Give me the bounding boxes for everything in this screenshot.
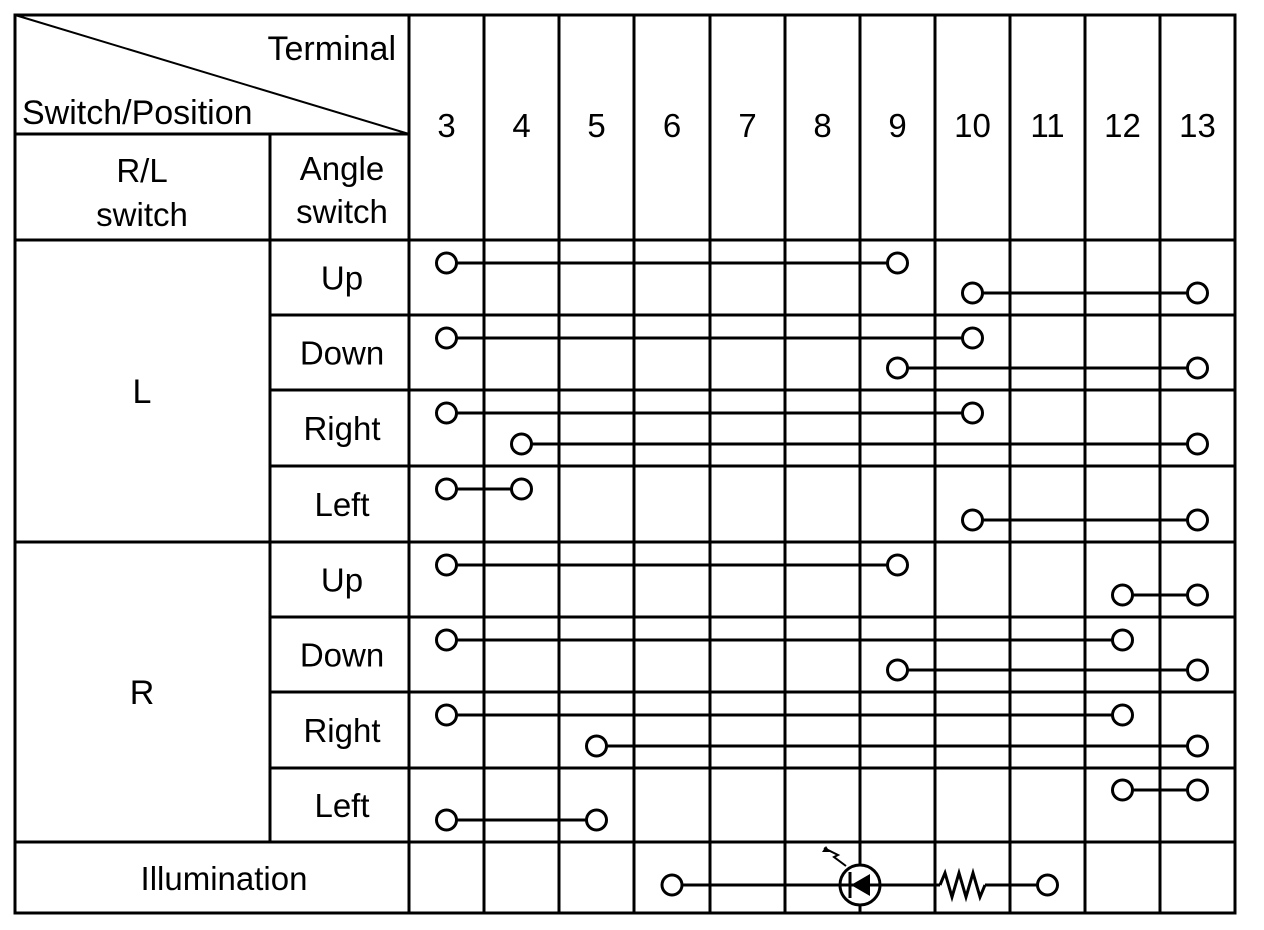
rl-switch-header-line2: switch (96, 196, 188, 233)
rl-group-label: L (132, 373, 152, 411)
table-grid (15, 15, 1235, 913)
terminal-node (1188, 434, 1208, 454)
terminal-node (1188, 510, 1208, 530)
terminal-node (1113, 780, 1133, 800)
terminal-node (512, 479, 532, 499)
terminal-node (437, 630, 457, 650)
angle-switch-header-line2: switch (296, 193, 388, 230)
angle-row-label: Left (314, 787, 370, 824)
terminal-header: Terminal (267, 30, 396, 68)
continuity-link (437, 810, 607, 830)
terminal-node (1038, 875, 1058, 895)
terminal-number: 8 (813, 107, 832, 144)
angle-row-label: Down (299, 334, 385, 372)
terminal-node (888, 660, 908, 680)
angle-row-label: Up (320, 561, 364, 599)
terminal-node (437, 403, 457, 423)
terminal-node (963, 510, 983, 530)
rl-group-label: R (129, 674, 155, 712)
continuity-link (587, 736, 1208, 756)
terminal-node (963, 403, 983, 423)
angle-switch-header-line1: Angle (299, 150, 385, 187)
terminal-number: 7 (738, 107, 757, 144)
terminal-node (437, 479, 457, 499)
angle-row-label: Up (320, 259, 364, 297)
angle-row-label: Right (303, 410, 381, 447)
terminal-node (888, 358, 908, 378)
terminal-node (963, 328, 983, 348)
terminal-node (437, 810, 457, 830)
continuity-link (437, 555, 908, 575)
terminal-node (1188, 585, 1208, 605)
terminal-number: 10 (954, 107, 991, 144)
terminal-node (1113, 630, 1133, 650)
terminal-number: 11 (1030, 107, 1065, 144)
terminal-node (888, 253, 908, 273)
resistor-icon (940, 873, 985, 897)
angle-row-label: Down (299, 636, 385, 674)
terminal-number: 5 (587, 107, 606, 144)
terminal-node (1188, 358, 1208, 378)
terminal-node (888, 555, 908, 575)
terminal-node (587, 736, 607, 756)
terminal-node (437, 705, 457, 725)
continuity-link (437, 253, 908, 273)
terminal-number: 3 (437, 107, 456, 144)
table-border (15, 15, 1235, 913)
terminal-number: 12 (1104, 107, 1141, 144)
illumination-label: Illumination (140, 860, 308, 897)
terminal-node (1188, 736, 1208, 756)
angle-row-label: Right (303, 712, 381, 749)
angle-row-label: Left (314, 486, 370, 523)
terminal-column-lines (484, 15, 1160, 913)
terminal-number: 13 (1179, 107, 1216, 144)
terminal-node (1188, 780, 1208, 800)
terminal-number: 4 (512, 107, 531, 144)
terminal-number: 9 (888, 107, 907, 144)
rl-switch-header-line1: R/L (116, 152, 168, 189)
switch-position-header: Switch/Position (22, 94, 253, 132)
terminal-node (512, 434, 532, 454)
led-icon (822, 846, 880, 905)
terminal-node (587, 810, 607, 830)
terminal-number: 6 (662, 107, 682, 144)
terminal-labels (437, 107, 1216, 144)
terminal-node (1188, 283, 1208, 303)
terminal-node (1188, 660, 1208, 680)
terminal-node (1113, 705, 1133, 725)
terminal-node (437, 253, 457, 273)
terminal-node (437, 328, 457, 348)
terminal-node (1113, 585, 1133, 605)
terminal-node (963, 283, 983, 303)
terminal-node (437, 555, 457, 575)
terminal-node (662, 875, 682, 895)
